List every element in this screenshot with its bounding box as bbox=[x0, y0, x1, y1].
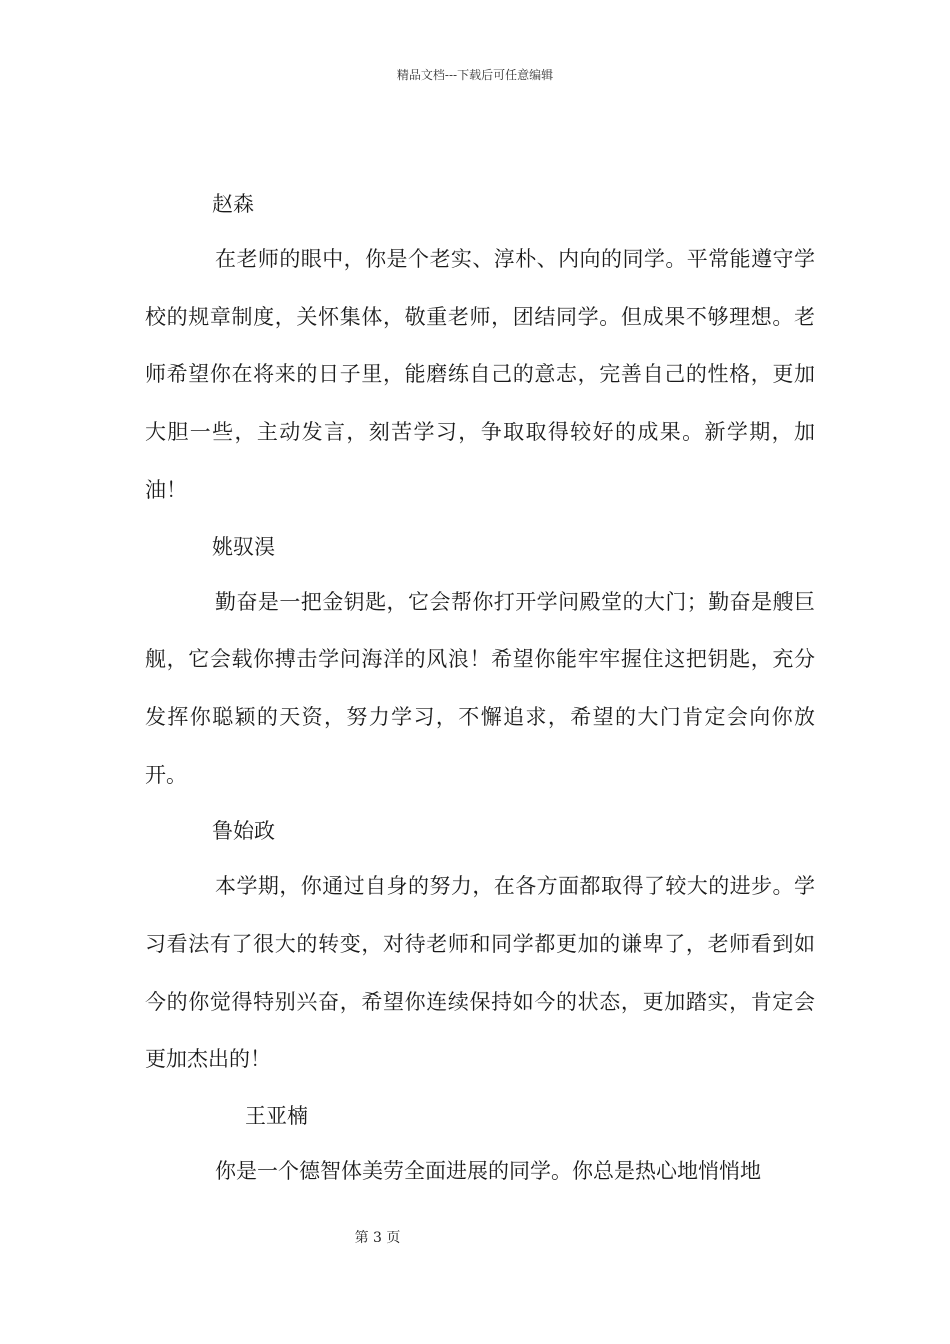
student-name: 姚驭淏 bbox=[212, 534, 275, 559]
comment-paragraph: 你是一个德智体美劳全面进展的同学。你总是热心地悄悄地 bbox=[215, 1159, 761, 1184]
document-body bbox=[145, 190, 815, 1214]
student-name: 赵森 bbox=[212, 192, 254, 216]
comment-paragraph: 本学期，你通过自身的努力，在各方面都取得了较大的进步。学习看法有了很大的转变，对待老师和同学都更加的谦卑了，老师看到如今的你觉得特别兴奋，希望你连续保持如今的状态，更加踏实，肯定会更加杰出的！ bbox=[145, 874, 815, 1072]
page-header: 精品文档---下载后可任意编辑 bbox=[396, 68, 554, 82]
comment-paragraph: 在老师的眼中，你是个老实、淳朴、内向的同学。平常能遵守学校的规章制度，关怀集体，敬重老师，团结同学。但成果不够理想。老师希望你在将来的日子里，能磨练自己的意志，完善自己的性格，更加大胆一些，主动发言，刻苦学习，争取取得较好的成果。新学期，加油！ bbox=[145, 247, 815, 502]
comment-paragraph: 勤奋是一把金钥匙，它会帮你打开学问殿堂的大门；勤奋是艘巨舰，它会载你搏击学问海洋的风浪！希望你能牢牢握住这把钥匙，充分发挥你聪颖的天资，努力学习，不懈追求，希望的大门肯定会向你放开。 bbox=[145, 589, 815, 787]
student-name: 鲁始政 bbox=[212, 819, 275, 844]
page-number: 第 3 页 bbox=[354, 1230, 401, 1246]
student-name: 王亚楠 bbox=[245, 1104, 308, 1129]
